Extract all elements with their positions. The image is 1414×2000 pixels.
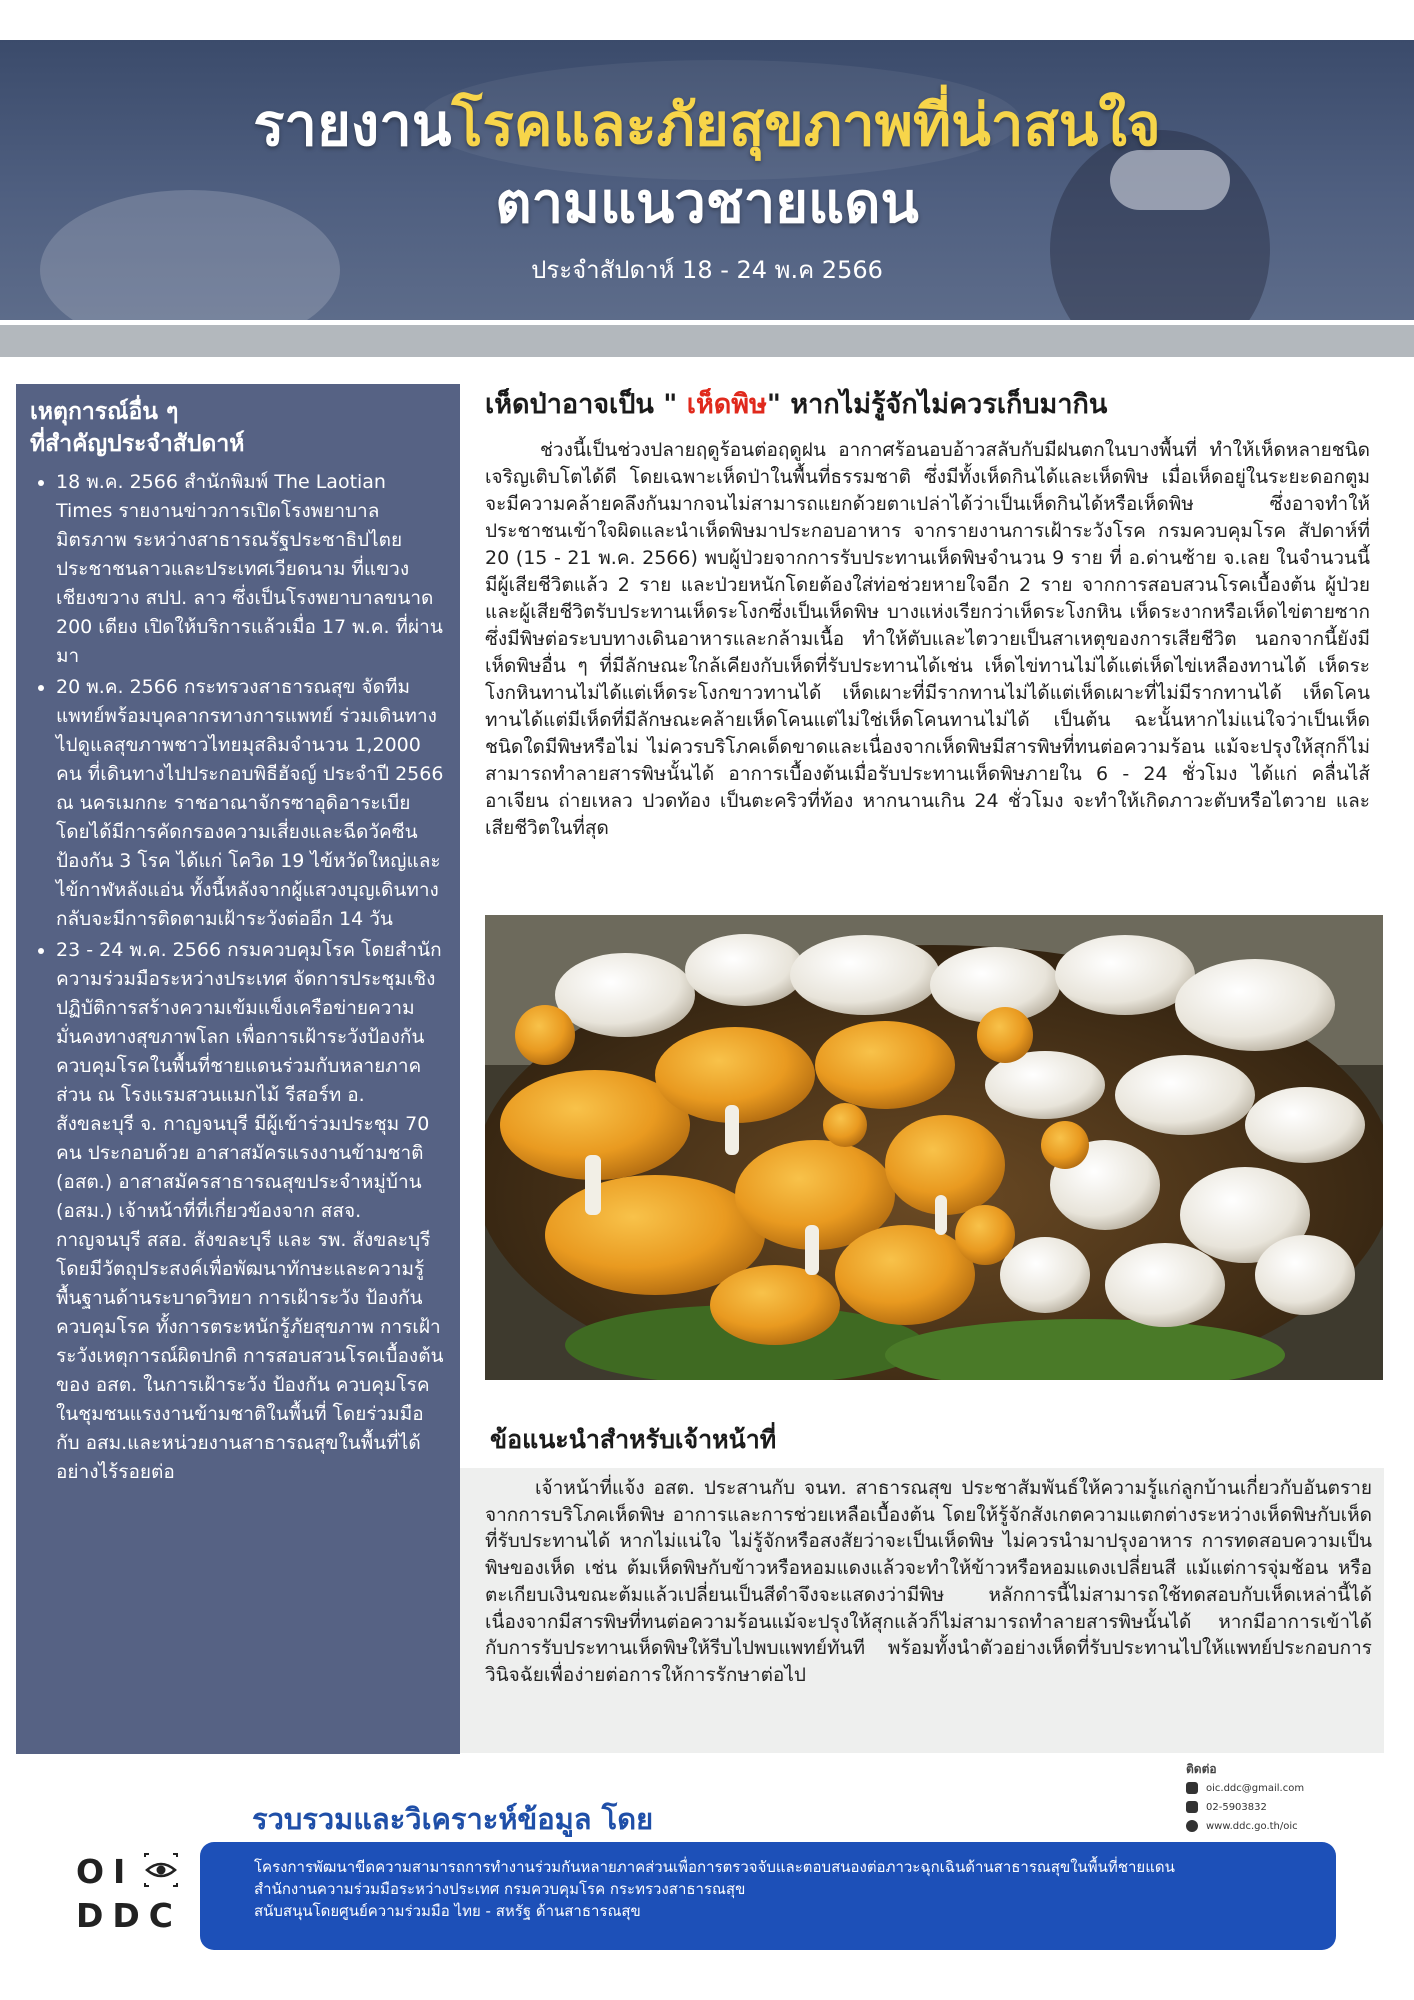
logo-oi: OI — [76, 1852, 135, 1891]
contact-web-text: www.ddc.go.th/oic — [1206, 1820, 1298, 1832]
recommendation-title: ข้อแนะนำสำหรับเจ้าหน้าที่ — [490, 1425, 777, 1454]
contact-email[interactable] — [1186, 1782, 1304, 1794]
page-title-line2: ตามแนวชายแดน — [495, 171, 919, 236]
report-week: ประจำสัปดาห์ 18 - 24 พ.ค 2566 — [531, 256, 883, 284]
contact-phone-text: 02-5903832 — [1206, 1801, 1267, 1813]
footer-credits — [200, 1842, 1336, 1950]
contact-phone[interactable] — [1186, 1801, 1267, 1813]
contact-email-text: oic.ddc@gmail.com — [1206, 1782, 1305, 1794]
page-title-white: รายงาน — [253, 91, 452, 159]
eye-logo-icon — [143, 1853, 179, 1887]
article-title — [485, 382, 1385, 425]
sidebar-heading — [30, 396, 446, 460]
recommendation-box — [460, 1468, 1384, 1753]
event-list — [30, 468, 446, 1487]
footer-line-office: สำนักงานความร่วมมือระหว่างประเทศ กรมควบคุมโรค กระทรวงสาธารณสุข — [254, 1880, 746, 1898]
compiled-by-title: รวบรวมและวิเคราะห์ข้อมูล โดย — [252, 1802, 654, 1836]
header-divider — [0, 325, 1414, 357]
mushroom-photo — [485, 915, 1383, 1380]
logo-ddc: DDC — [76, 1896, 183, 1935]
footer-line-project: โครงการพัฒนาขีดความสามารถการทำงานร่วมกันหลายภาคส่วนเพื่อการตรวจจับและตอบสนองต่อภาวะฉุกเฉินด้านสาธารณสุขในพื้นที่ชายแดน — [254, 1858, 1175, 1876]
phone-icon — [1186, 1801, 1198, 1813]
mushroom-illustration — [485, 915, 1383, 1380]
contact-web[interactable] — [1186, 1820, 1298, 1832]
article-title-before: เห็ดป่าอาจเป็น " — [485, 389, 687, 420]
sidebar-heading-line2: ที่สำคัญประจำสัปดาห์ — [30, 431, 245, 457]
page-title-yellow: โรคและภัยสุขภาพที่น่าสนใจ — [451, 91, 1161, 159]
article-body: ช่วงนี้เป็นช่วงปลายฤดูร้อนต่อฤดูฝน อากาศร้อนอบอ้าวสลับกับมีฝนตกในบางพื้นที่ ทำให้เห็ดหลายชนิดเจริญเติบโตได้ดี โดยเฉพาะเห็ดป่าในพื้นที่ธรรมชาติ ซึ่งมีทั้งเห็ดกินได้และเห็ดพิษ เมื่อเห็ดอยู่ในระยะดอกตูมจะมีความคล้ายคลึงกันมากจนไม่สามารถแยกด้วยตาเปล่าได้ว่าเป็นเห็ดกินได้หรือเห็ดพิษ ซึ่งอาจทำให้ประชาชนเข้าใจผิดและนำเห็ดพิษมาประกอบอาหาร จากรายงานการเฝ้าระวังโรค กรมควบคุมโรค สัปดาห์ที่ 20 (15 - 21 พ.ค. 2566) พบผู้ป่วยจากการรับประทานเห็ดพิษจำนวน 9 ราย ที่ อ.ด่านซ้าย จ.เลย ในจำนวนนี้มีผู้เสียชีวิตแล้ว 2 ราย และป่วยหนักโดยต้องใส่ท่อช่วยหายใจอีก 2 ราย จากการสอบสวนโรคเบื้องต้น ผู้ป่วยและผู้เสียชีวิตรับประทานเห็ดระโงกซึ่งเป็นเห็ดพิษ บางแห่งเรียกว่าเห็ดระโงกหิน เห็ดระงากหรือเห็ดไข่ตายซาก ซึ่งมีพิษต่อระบบทางเดินอาหารและกล้ามเนื้อ ทำให้ตับและไตวายเป็นสาเหตุของการเสียชีวิต นอกจากนี้ยังมีเห็ดพิษอื่น ๆ ที่มีลักษณะใกล้เคียงกับเห็ดที่รับประทานได้เช่น เห็ดไข่ทานไม่ได้แต่เห็ดไข่เหลืองทานได้ เห็ดระโงกหินทานไม่ได้แต่เห็ดระโงกขาวทานได้ เห็ดเผาะที่มีรากทานไม่ได้แต่เห็ดเผาะที่ไม่มีรากทานได้ เห็ดโคนทานได้แต่มีเห็ดที่มีลักษณะคล้ายเห็ดโคนแต่ไม่ใช่เห็ดโคนทานไม่ได้ เป็นต้น ฉะนั้นหากไม่แน่ใจว่าเป็นเห็ดชนิดใดมีพิษหรือไม่ ไม่ควรบริโภคเด็ดขาดและเนื่องจากเห็ดพิษมีสารพิษที่ทนต่อความร้อน แม้จะปรุงให้สุกก็ไม่สามารถทำลายสารพิษนั้นได้ อาการเบื้องต้นเมื่อรับประทานเห็ดพิษภายใน 6 - 24 ชั่วโมง ได้แก่ คลื่นไส้ อาเจียน ถ่ายเหลว ปวดท้อง เป็นตะคริวที่ท้อง หากนานเกิน 24 ชั่วโมง จะทำให้เกิดภาวะตับหรือไตวาย และเสียชีวิตในที่สุด — [485, 439, 1370, 839]
event-item: • 23 - 24 พ.ค. 2566 กรมควบคุมโรค โดยสำนักความร่วมมือระหว่างประเทศ จัดการประชุมเชิงปฏิบัติการสร้างความเข้มแข็งเครือข่ายความมั่นคงทางสุขภาพโลก เพื่อการเฝ้าระวังป้องกันควบคุมโรคในพื้นที่ชายแดนร่วมกับหลายภาคส่วน ณ โรงแรมสวนแมกไม้ รีสอร์ท อ. สังขละบุรี จ. กาญจนบุรี มีผู้เข้าร่วมประชุม 70 คน ประกอบด้วย อาสาสมัครแรงงานข้ามชาติ (อสต.) อาสาสมัครสาธารณสุขประจำหมู่บ้าน (อสม.) เจ้าหน้าที่ที่เกี่ยวข้องจาก สสจ. กาญจนบุรี สสอ. สังขละบุรี และ รพ. สังขละบุรี โดยมีวัตถุประสงค์เพื่อพัฒนาทักษะและความรู้พื้นฐานด้านระบาดวิทยา การเฝ้าระวัง ป้องกัน ควบคุมโรค ทั้งการตระหนักรู้ภัยสุขภาพ การเฝ้าระวังเหตุการณ์ผิดปกติ การสอบสวนโรคเบื้องต้นของ อสต. ในการเฝ้าระวัง ป้องกัน ควบคุมโรคในชุมชนแรงงานข้ามชาติในพื้นที่ โดยร่วมมือกับ อสม.และหน่วยงานสาธารณสุขในพื้นที่ได้อย่างไร้รอยต่อ — [56, 936, 446, 1487]
other-events-sidebar — [16, 384, 460, 1754]
contact-label: ติดต่อ — [1186, 1762, 1217, 1776]
article-title-highlight: เห็ดพิษ — [686, 389, 767, 420]
globe-icon — [1186, 1820, 1198, 1832]
event-item: • 18 พ.ค. 2566 สำนักพิมพ์ The Laotian Times รายงานข่าวการเปิดโรงพยาบาลมิตรภาพ ระหว่างสาธารณรัฐประชาธิปไตยประชาชนลาวและประเทศเวียดนาม ที่แขวงเชียงขวาง สปป. ลาว ซึ่งเป็นโรงพยาบาลขนาด 200 เตียง เปิดให้บริการแล้วเมื่อ 17 พ.ค. ที่ผ่านมา — [56, 468, 446, 671]
article-title-after: " หากไม่รู้จักไม่ควรเก็บมากิน — [766, 389, 1108, 420]
recommendation-body: เจ้าหน้าที่แจ้ง อสต. ประสานกับ จนท. สาธารณสุข ประชาสัมพันธ์ให้ความรู้แก่ลูกบ้านเกี่ยวกับอันตรายจากการบริโภคเห็ดพิษ อาการและการช่วยเหลือเบื้องต้น โดยให้รู้จักสังเกตความแตกต่างระหว่างเห็ดพิษกับเห็ดที่รับประทานได้ หากไม่แน่ใจ ไม่รู้จักหรือสงสัยว่าจะเป็นเห็ดพิษ ไม่ควรนำมาปรุงอาหาร การทดสอบความเป็นพิษของเห็ด เช่น ต้มเห็ดพิษกับข้าวหรือหอมแดงแล้วจะทำให้ข้าวหรือหอมแดงเปลี่ยนสี แม้แต่การจุ่มช้อน หรือตะเกียบเงินขณะต้มแล้วเปลี่ยนเป็นสีดำจึงจะแสดงว่ามีพิษ หลักการนี้ไม่สามารถใช้ทดสอบกับเห็ดเหล่านี้ได้ เนื่องจากมีสารพิษที่ทนต่อความร้อนแม้จะปรุงให้สุกแล้วก็ไม่สามารถทำลายสารพิษนั้นได้ หากมีอาการเข้าได้กับการรับประทานเห็ดพิษให้รีบไปพบแพทย์ทันที พร้อมทั้งนำตัวอย่างเห็ดที่รับประทานไปให้แพทย์ประกอบการวินิจฉัยเพื่อง่ายต่อการให้การรักษาต่อไป — [485, 1477, 1372, 1686]
sidebar-heading-line1: เหตุการณ์อื่น ๆ — [30, 399, 179, 425]
event-item: • 20 พ.ค. 2566 กระทรวงสาธารณสุข จัดทีมแพทย์พร้อมบุคลากรทางการแพทย์ ร่วมเดินทางไปดูแลสุขภาพชาวไทยมุสลิมจำนวน 1,2000 คน ที่เดินทางไปประกอบพิธีฮัจญ์ ประจำปี 2566 ณ นครเมกกะ ราชอาณาจักรซาอุดิอาระเบีย โดยได้มีการคัดกรองความเสี่ยงและฉีดวัคซีนป้องกัน 3 โรค ได้แก่ โควิด 19 ไข้หวัดใหญ่และไข้กาฬหลังแอ่น ทั้งนี้หลังจากผู้แสวงบุญเดินทางกลับจะมีการติดตามเฝ้าระวังต่ออีก 14 วัน — [56, 673, 446, 934]
footer-line-support: สนับสนุนโดยศูนย์ความร่วมมือ ไทย - สหรัฐ ด้านสาธารณสุข — [254, 1902, 641, 1920]
header-banner — [0, 40, 1414, 320]
email-icon — [1186, 1782, 1198, 1794]
